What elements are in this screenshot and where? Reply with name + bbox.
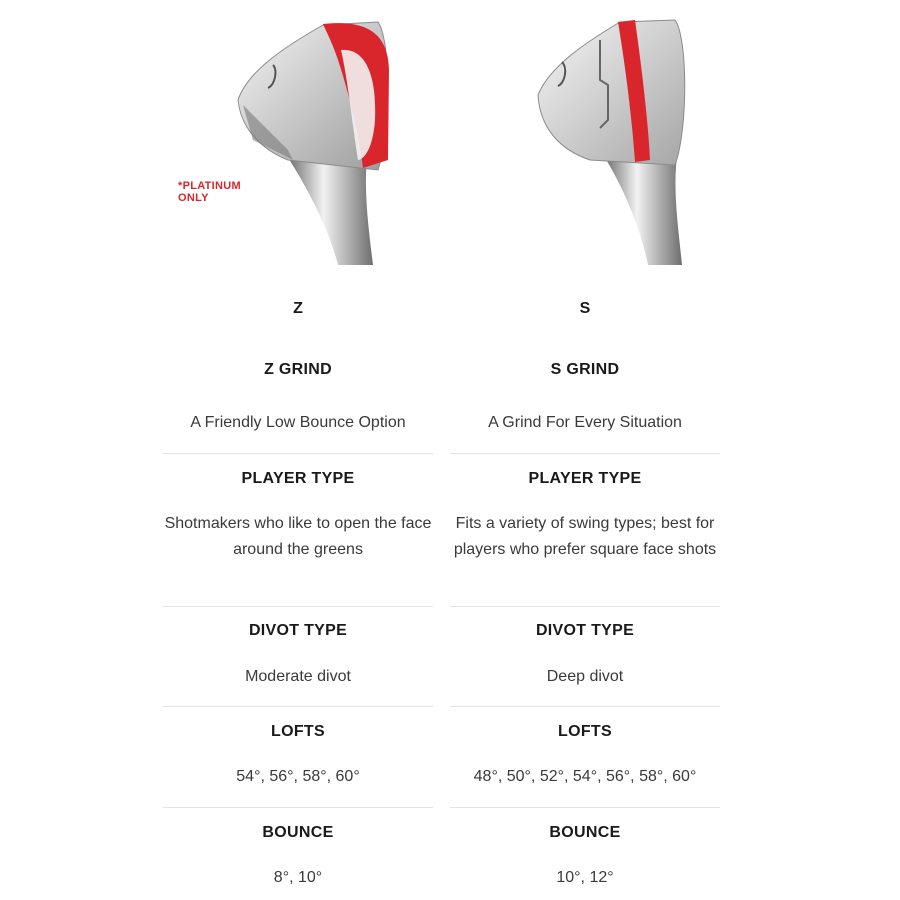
bounce-value: 10°, 12° (556, 869, 614, 886)
divider (450, 807, 720, 808)
divot-type-heading: DIVOT TYPE (248, 622, 348, 639)
wedge-z-icon (163, 10, 433, 265)
divot-type-value: Moderate divot (245, 668, 351, 685)
divider (450, 606, 720, 607)
divider (163, 706, 433, 707)
platinum-only-note: *PLATINUM ONLY (178, 180, 241, 204)
divider (450, 453, 720, 454)
player-type-value: Shotmakers who like to open the face around the greens (164, 515, 432, 558)
lofts-heading: LOFTS (558, 723, 612, 740)
lofts-value: 48°, 50°, 52°, 54°, 56°, 58°, 60° (473, 768, 697, 785)
wedge-s-icon (450, 10, 720, 265)
grind-tagline: A Grind For Every Situation (488, 414, 682, 431)
lofts-heading: LOFTS (271, 723, 325, 740)
divider (163, 453, 433, 454)
divider (450, 706, 720, 707)
club-image-z (163, 10, 433, 265)
grind-code: Z (293, 300, 303, 317)
divider (163, 807, 433, 808)
grind-column-z (163, 0, 433, 900)
grind-tagline: A Friendly Low Bounce Option (190, 414, 406, 431)
grind-column-s (450, 0, 720, 900)
bounce-heading: BOUNCE (549, 824, 621, 841)
club-image-s (450, 10, 720, 265)
bounce-heading: BOUNCE (262, 824, 334, 841)
divider (163, 606, 433, 607)
grind-code: S (579, 300, 591, 317)
grind-title: S GRIND (550, 361, 620, 378)
player-type-heading: PLAYER TYPE (528, 470, 642, 487)
grind-title: Z GRIND (264, 361, 332, 378)
bounce-value: 8°, 10° (273, 869, 323, 886)
lofts-value: 54°, 56°, 58°, 60° (236, 768, 360, 785)
divot-type-heading: DIVOT TYPE (535, 622, 635, 639)
divot-type-value: Deep divot (546, 668, 624, 685)
player-type-heading: PLAYER TYPE (241, 470, 355, 487)
player-type-value: Fits a variety of swing types; best for players who prefer square face shots (453, 515, 717, 558)
